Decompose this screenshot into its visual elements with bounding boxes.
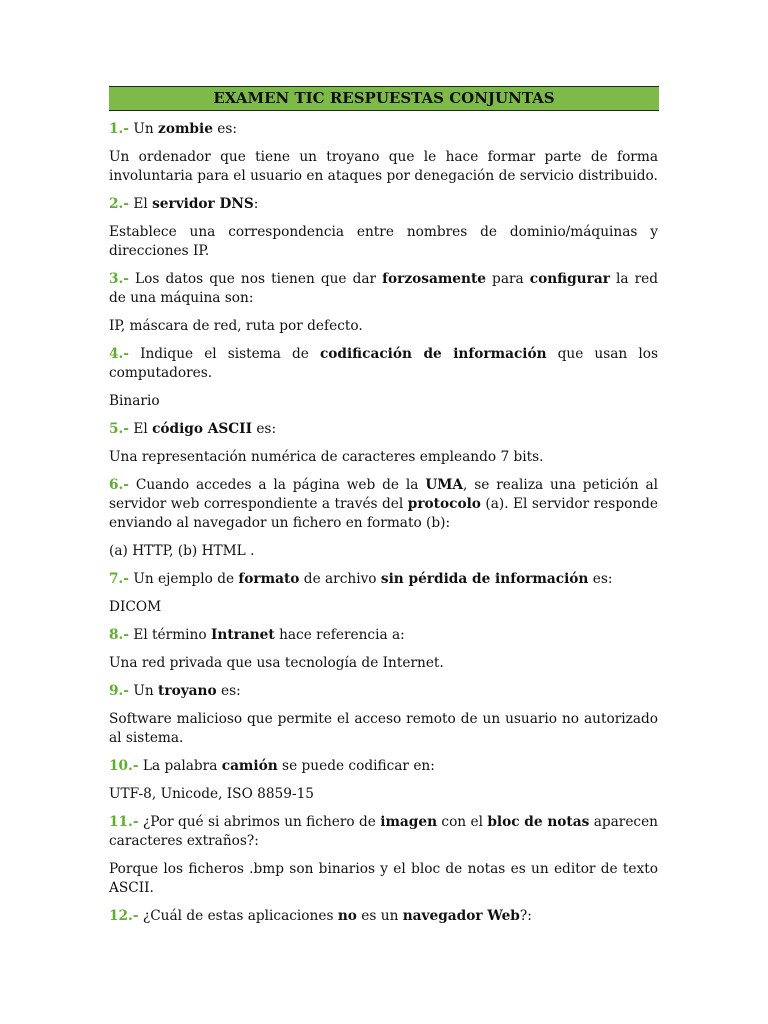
answer-10: UTF-8, Unicode, ISO 8859-15 (109, 786, 315, 802)
question-keyword: servidor DNS (152, 196, 254, 212)
question-keyword: zombie (158, 121, 213, 137)
question-4 (109, 345, 658, 383)
question-number: 11.- (109, 814, 139, 830)
answer-4: Binario (109, 393, 160, 409)
question-text: , se realiza una petición al servidor web correspondiente a través del (109, 477, 658, 512)
question-text: ¿Por qué si abrimos un fichero de (138, 814, 381, 830)
question-text: Cuando accedes a la página web de la (128, 477, 426, 493)
answer-8: Una red privada que usa tecnología de Internet. (109, 655, 444, 671)
question-1 (109, 120, 658, 139)
question-8 (109, 626, 658, 645)
answer-3: IP, máscara de red, ruta por defecto. (109, 318, 363, 334)
question-text: de archivo (299, 571, 381, 587)
question-text: es: (212, 121, 238, 137)
question-keyword: imagen (380, 814, 438, 830)
question-text: que usan los computadores. (109, 346, 658, 381)
question-text: se puede codificar en: (277, 758, 435, 774)
question-keyword: sin pérdida de información (380, 571, 589, 587)
question-text: aparecen caracteres extraños?: (109, 814, 659, 849)
question-11 (109, 813, 658, 851)
answer-11: Porque los ficheros .bmp son binarios y el bloc de notas es un editor de texto ASCII. (109, 861, 658, 896)
question-text: El término (128, 627, 211, 643)
question-keyword: forzosamente (382, 271, 486, 287)
question-keyword: código ASCII (152, 421, 252, 437)
document-title: EXAMEN TIC RESPUESTAS CONJUNTAS (109, 86, 659, 111)
question-keyword: bloc de notas (487, 814, 590, 830)
question-10 (109, 757, 658, 776)
question-3 (109, 270, 658, 308)
question-number: 10.- (109, 758, 139, 774)
question-text: (a). El servidor responde enviando al navegador un fichero en formato (b): (109, 496, 658, 531)
question-number: 2.- (109, 196, 129, 212)
question-12 (109, 907, 658, 926)
question-7 (109, 570, 658, 589)
question-text: es: (216, 683, 241, 699)
question-text: : (253, 196, 259, 212)
question-text: la red de una máquina son: (109, 271, 658, 306)
question-text: Un (128, 121, 159, 137)
question-number: 8.- (109, 627, 129, 643)
answer-7: DICOM (109, 599, 162, 615)
question-keyword: no (337, 908, 357, 924)
question-text: es un (356, 908, 403, 924)
question-text: es: (251, 421, 277, 437)
answer-5: Una representación numérica de caracteres empleando 7 bits. (109, 449, 544, 465)
question-6 (109, 476, 658, 533)
question-keyword: Intranet (210, 627, 275, 643)
question-text: Indique el sistema de (128, 346, 320, 362)
question-text: con el (437, 814, 488, 830)
question-keyword: troyano (158, 683, 217, 699)
answer-2: Establece una correspondencia entre nombres de dominio/máquinas y direcciones IP. (109, 224, 658, 259)
question-text: El (128, 421, 153, 437)
question-keyword: navegador Web (402, 908, 520, 924)
question-list (109, 120, 658, 935)
question-keyword: configurar (529, 271, 610, 287)
question-keyword: UMA (425, 477, 464, 493)
question-5 (109, 420, 658, 439)
question-number: 5.- (109, 421, 129, 437)
answer-6: (a) HTTP, (b) HTML . (109, 543, 255, 559)
question-text: La palabra (138, 758, 222, 774)
question-number: 6.- (109, 477, 129, 493)
question-keyword: codificación de información (319, 346, 547, 362)
question-keyword: formato (238, 571, 300, 587)
question-text: ?: (519, 908, 532, 924)
question-keyword: camión (221, 758, 278, 774)
question-9 (109, 682, 658, 701)
question-number: 3.- (109, 271, 129, 287)
question-number: 4.- (109, 346, 129, 362)
question-2 (109, 195, 658, 214)
answer-9: Software malicioso que permite el acceso remoto de un usuario no autorizado al sistema. (109, 711, 658, 746)
answer-1: Un ordenador que tiene un troyano que le hace formar parte de forma involuntaria para el usuario en ataques por denegación de servicio distribuido. (109, 149, 658, 184)
question-number: 12.- (109, 908, 139, 924)
question-text: para (486, 271, 530, 287)
question-number: 7.- (109, 571, 129, 587)
question-text: Un (128, 683, 159, 699)
question-keyword: protocolo (407, 496, 481, 512)
question-number: 9.- (109, 683, 129, 699)
question-text: ¿Cuál de estas aplicaciones (138, 908, 338, 924)
question-number: 1.- (109, 121, 129, 137)
question-text: es: (588, 571, 613, 587)
question-text: El (128, 196, 153, 212)
question-text: Un ejemplo de (128, 571, 239, 587)
question-text: Los datos que nos tienen que dar (128, 271, 383, 287)
question-text: hace referencia a: (274, 627, 405, 643)
